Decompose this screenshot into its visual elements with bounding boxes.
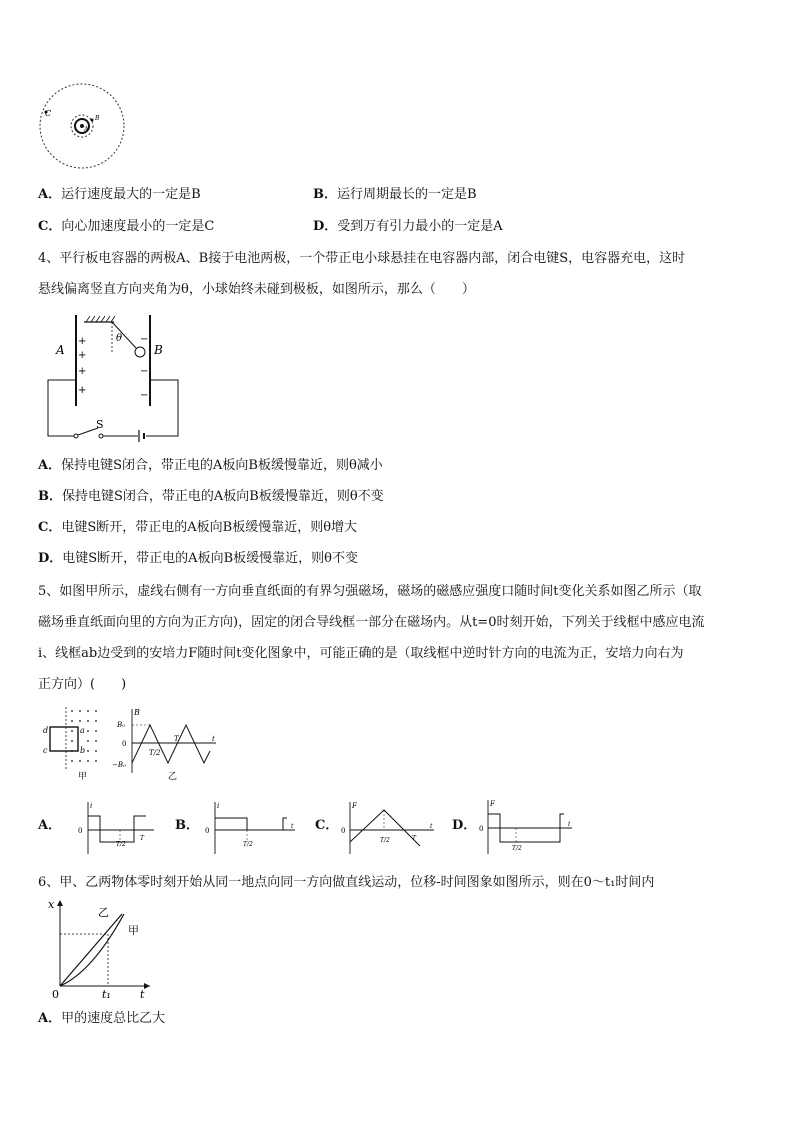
q5-option-a-graph[interactable] [76,798,156,856]
svg-text:+: + [78,350,87,361]
svg-text:θ: θ [116,333,123,344]
q4-option-d[interactable]: D．电键S断开，带正电的A板向B板缓慢靠近，则θ不变 [38,551,358,566]
svg-text:T: T [174,735,179,743]
line-yi [60,914,122,986]
svg-text:i: i [90,802,93,810]
svg-text:−B₀: −B₀ [112,761,126,769]
svg-text:t: t [140,988,145,1001]
q6-option-a[interactable]: A．甲的速度总比乙大 [38,1011,166,1026]
q3-option-a[interactable]: A．运行速度最大的一定是B [38,187,201,202]
charged-ball [135,347,145,357]
svg-text:甲: 甲 [128,924,139,937]
q5-option-b-graph[interactable] [201,798,297,856]
displacement-time-graph [38,896,158,1000]
switch-s [78,428,98,435]
svg-text:0: 0 [479,825,484,833]
svg-text:b: b [80,746,86,755]
svg-text:B₀: B₀ [117,721,125,729]
svg-text:d: d [43,726,49,735]
svg-text:S: S [96,418,104,431]
svg-text:T: T [140,835,145,842]
q4-option-b[interactable]: B．保持电键S闭合，带正电的A板向B板缓慢靠近，则θ不变 [38,489,384,504]
q5-stem-line-2: 磁场垂直纸面向里的方向为正方向)，固定的闭合导线框一部分在磁场内。从t=0时刻开始，下列关于线框中感应电流 [38,615,705,630]
q6-stem: 6、甲、乙两物体零时刻开始从同一地点向同一方向做直线运动，位移-时间图象如图所示，则在0～t₁时间内 [38,875,655,890]
svg-text:c: c [43,746,48,755]
svg-text:+: + [78,336,87,347]
svg-text:T/2: T/2 [243,841,253,848]
svg-text:a: a [80,726,85,735]
q3-option-d[interactable]: D．受到万有引力最小的一定是A [313,219,503,234]
q4-option-a[interactable]: A．保持电键S闭合，带正电的A板向B板缓慢靠近，则θ减小 [38,458,383,473]
svg-text:t: t [212,735,215,743]
svg-text:t₁: t₁ [102,988,111,1001]
svg-text:T/2: T/2 [149,749,161,757]
q3-option-b[interactable]: B．运行周期最长的一定是B [313,187,477,202]
svg-text:−: − [140,366,149,377]
svg-text:B: B [134,708,140,717]
svg-text:0: 0 [78,827,83,835]
label-a: A [84,126,89,133]
capacitor-figure [44,310,184,442]
svg-text:F: F [352,802,357,810]
q4-stem-line-2: 悬线偏离竖直方向夹角为θ，小球始终未碰到极板，如图所示，那么（ ） [38,282,475,297]
q5-option-b-label[interactable]: B． [175,818,199,833]
wire-loop [50,727,78,751]
magnetic-field-figure [40,705,220,783]
svg-text:乙: 乙 [168,772,178,782]
svg-text:0: 0 [122,740,127,748]
q5-option-a-label[interactable]: A． [38,818,62,833]
svg-text:−: − [140,334,149,345]
svg-text:x: x [48,898,55,911]
svg-text:+: + [78,366,87,377]
q5-option-d-graph[interactable] [478,796,574,856]
svg-text:t: t [291,823,294,830]
svg-text:T/2: T/2 [116,841,126,848]
svg-text:乙: 乙 [98,906,109,919]
b-t-curve [132,725,210,763]
q5-option-c-graph[interactable] [340,798,436,856]
svg-text:T: T [412,835,417,842]
q3-option-c[interactable]: C．向心加速度最小的一定是C [38,219,215,234]
q5-stem-line-4: 正方向）( ) [38,677,127,692]
label-c: C [45,109,52,118]
q5-stem-line-1: 5、如图甲所示，虚线右侧有一方向垂直纸面的有界匀强磁场，磁场的磁感应强度口随时间t变化关系如图乙所示（取 [38,584,702,599]
svg-text:甲: 甲 [78,772,88,782]
label-b: B [95,115,100,122]
q5-option-c-label[interactable]: C． [315,818,339,833]
svg-text:+: + [78,385,87,396]
svg-text:0: 0 [205,827,210,835]
q5-option-d-label[interactable]: D． [452,818,477,833]
q4-option-c[interactable]: C．电键S断开，带正电的A板向B板缓慢靠近，则θ增大 [38,520,358,535]
svg-text:T/2: T/2 [380,837,390,844]
svg-text:i: i [217,802,220,810]
svg-text:B: B [154,343,163,357]
svg-text:−: − [140,390,149,401]
svg-text:T/2: T/2 [512,845,522,852]
q5-stem-line-3: i、线框ab边受到的安培力F随时间t变化图象中，可能正确的是（取线框中逆时针方向的电流为正，安培力向右为 [38,646,684,661]
q4-stem-line-1: 4、平行板电容器的两极A、B接于电池两极，一个带正电小球悬挂在电容器内部，闭合电键S，电容器充电，这时 [38,251,686,266]
svg-text:t: t [430,823,433,830]
orbit-figure [36,86,132,166]
svg-text:0: 0 [52,988,59,1001]
svg-text:0: 0 [341,827,346,835]
svg-text:F: F [490,800,495,808]
svg-text:A: A [56,343,65,357]
svg-text:t: t [568,821,571,828]
